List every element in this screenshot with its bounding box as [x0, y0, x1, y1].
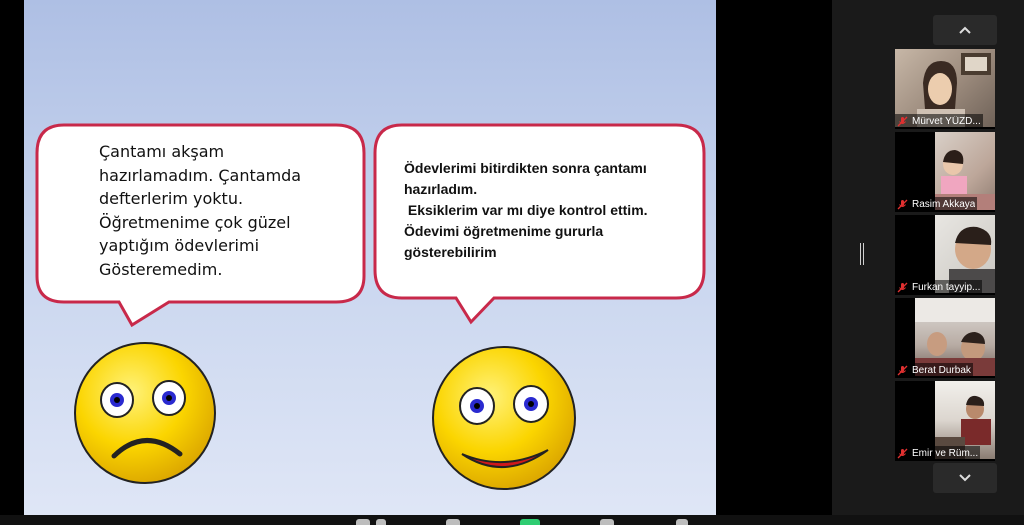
chevron-up-icon — [958, 25, 972, 35]
bubble-right-line: Ödevimi öğretmenime gururla — [404, 223, 604, 239]
presentation-slide — [24, 0, 716, 515]
participant-tile[interactable] — [895, 381, 995, 461]
bubble-left-text — [99, 140, 349, 282]
bubble-right-line: Ödevlerimi bitirdikten sonra çantamı — [404, 160, 647, 176]
bubble-left-line: Öğretmenime çok güzel — [99, 212, 291, 232]
participant-name-bar — [895, 197, 977, 212]
chat-icon[interactable] — [446, 519, 460, 525]
participants-icon[interactable] — [356, 519, 370, 525]
mic-muted-icon — [897, 116, 908, 127]
bubble-left-line: yaptığım ödevlerimi — [99, 236, 260, 256]
mic-muted-icon — [897, 365, 908, 376]
gallery-scroll-up-button[interactable] — [933, 15, 997, 45]
bubble-left-line: Gösteremedim. — [99, 259, 223, 279]
sad-face-icon — [72, 340, 218, 486]
participant-name-bar — [895, 280, 982, 295]
participant-name-bar — [895, 363, 973, 378]
gallery-scroll-down-button[interactable] — [933, 463, 997, 493]
participant-name: Emir ve Rüm... — [912, 448, 979, 459]
record-icon[interactable] — [600, 519, 614, 525]
mic-muted-icon — [897, 199, 908, 210]
bubble-right-text — [404, 158, 704, 263]
bubble-right-line: gösterebilirim — [404, 244, 497, 260]
participant-tile[interactable] — [895, 49, 995, 129]
share-screen-icon[interactable] — [520, 519, 540, 525]
bubble-right-line: hazırladım. — [404, 181, 478, 197]
meeting-toolbar — [0, 515, 1024, 525]
participant-tile[interactable] — [895, 298, 995, 378]
bubble-right-line: Eksiklerim var mı diye kontrol ettim. — [404, 202, 648, 218]
participant-tile[interactable] — [895, 132, 995, 212]
participants-count-icon — [376, 519, 386, 525]
chevron-down-icon — [958, 473, 972, 483]
resize-grip-line — [860, 243, 861, 265]
mic-muted-icon — [897, 282, 908, 293]
participant-name-bar — [895, 114, 983, 129]
reactions-icon[interactable] — [676, 519, 688, 525]
participant-name: Berat Durbak — [912, 365, 971, 376]
resize-grip-line — [863, 243, 864, 265]
participant-name: Mürvet YÜZD... — [912, 116, 981, 127]
participant-name-bar — [895, 446, 980, 461]
happy-face-icon — [430, 344, 578, 492]
participant-name: Furkan tayyip... — [912, 282, 981, 293]
participant-name: Rasim Akkaya — [912, 199, 976, 210]
participant-tile[interactable] — [895, 215, 995, 295]
bubble-left-line: hazırlamadım. Çantamda — [99, 165, 302, 185]
bubble-left-line: Çantamı akşam — [99, 142, 225, 161]
mic-muted-icon — [897, 448, 908, 459]
panel-resize-handle[interactable] — [860, 243, 866, 265]
bubble-left-line: defterlerim yoktu. — [99, 189, 244, 209]
